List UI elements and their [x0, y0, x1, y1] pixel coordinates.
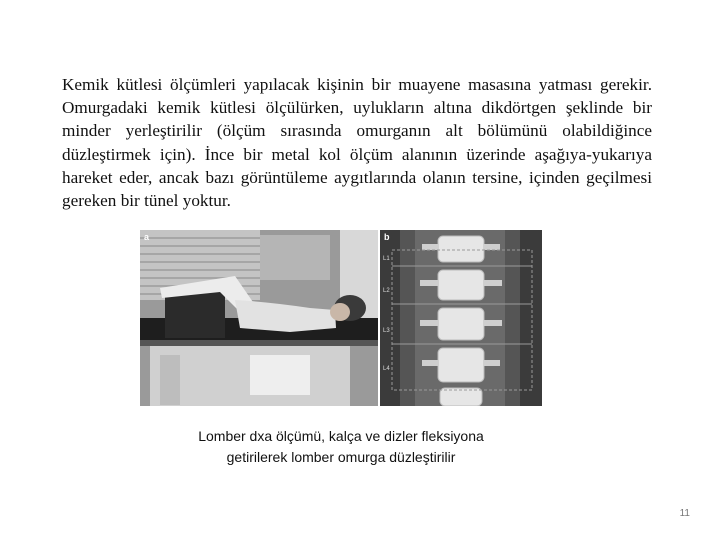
vertebra-label-l3: L3 [383, 328, 390, 334]
body-paragraph: Kemik kütlesi ölçümleri yapılacak kişinin bir muayene masasına yatması gerekir. Omurgadaki kemik kütlesi ölçülürken, uylukların altına dikdörtgen şeklinde bir minder yerleştirilir (ölçüm sırasında omurganın alt bölümünü olabildiğince düzleştirmek için). İnce bir metal kol ölçüm alanının üzerinde aşağıya-yukarıya hareket eder, ancak bazı görüntüleme aygıtlarında olanın tersine, içinden geçilmesi gereken bir tünel yoktur. [62, 75, 652, 211]
caption-line-1: Lomber dxa ölçümü, kalça ve dizler fleksiyona [198, 428, 484, 444]
vertebra-label-l1: L1 [383, 256, 390, 262]
caption-line-2: getirilerek lomber omurga düzleştirilir [226, 449, 456, 465]
page-number: 11 [679, 508, 690, 519]
panel-b-letter: b [384, 232, 390, 242]
figure-caption [140, 426, 542, 468]
patient-photo-illustration [140, 230, 378, 406]
spine-scan-illustration [380, 230, 542, 406]
dxa-figure [140, 230, 542, 406]
vertebra-label-l2: L2 [383, 288, 390, 294]
patient-photo [140, 230, 378, 406]
vertebra-label-l4: L4 [383, 366, 390, 372]
spine-scan-image [380, 230, 542, 406]
panel-a-letter: a [144, 232, 150, 242]
